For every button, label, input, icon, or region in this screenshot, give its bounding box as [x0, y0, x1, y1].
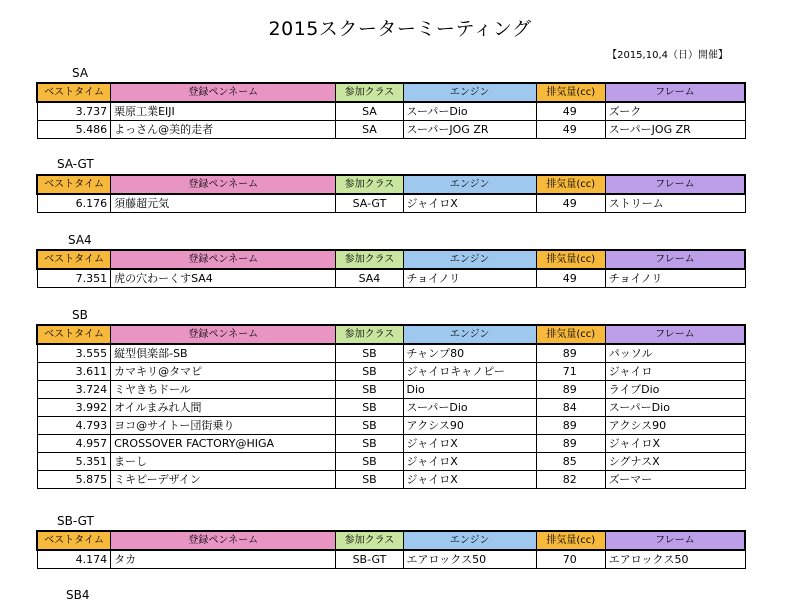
table-row: [37, 269, 745, 288]
table-row: [37, 435, 745, 453]
table-row: [37, 471, 745, 489]
table-header-row: [37, 83, 745, 102]
table-row: [37, 194, 745, 213]
cell-class: SA-GT: [336, 194, 403, 213]
header-engine: エンジン: [403, 83, 536, 102]
cell-class: SB: [336, 453, 403, 471]
header-cc: 排気量(cc): [536, 175, 605, 194]
results-table: [36, 174, 746, 213]
cell-cc: 49: [536, 121, 605, 139]
cell-engine: Dio: [403, 381, 536, 399]
cell-time: 5.351: [37, 453, 111, 471]
header-engine: エンジン: [403, 531, 536, 550]
cell-name: ミキピーデザイン: [111, 471, 336, 489]
cell-class: SB: [336, 435, 403, 453]
header-engine: エンジン: [403, 250, 536, 269]
cell-name: ヨコ@サイトー団街乗り: [111, 417, 336, 435]
header-frame: フレーム: [605, 531, 745, 550]
header-name: 登録ペンネーム: [111, 250, 336, 269]
cell-engine: チョイノリ: [403, 269, 536, 288]
cell-cc: 89: [536, 435, 605, 453]
cell-time: 5.486: [37, 121, 111, 139]
cell-frame: エアロックス50: [605, 550, 745, 569]
cell-cc: 89: [536, 417, 605, 435]
header-name: 登録ペンネーム: [111, 83, 336, 102]
table-header-row: [37, 325, 745, 344]
cell-engine: スーパーDio: [403, 399, 536, 417]
cell-engine: ジャイロキャノピー: [403, 363, 536, 381]
cell-engine: アクシス90: [403, 417, 536, 435]
cell-name: カマキリ@タマピ: [111, 363, 336, 381]
header-frame: フレーム: [605, 325, 745, 344]
header-name: 登録ペンネーム: [111, 175, 336, 194]
cell-time: 3.611: [37, 363, 111, 381]
results-table: [36, 82, 746, 139]
table-row: [37, 344, 745, 363]
cell-cc: 89: [536, 344, 605, 363]
header-frame: フレーム: [605, 83, 745, 102]
cell-class: SB-GT: [336, 550, 403, 569]
cell-class: SB: [336, 399, 403, 417]
cell-frame: ストリーム: [605, 194, 745, 213]
section-label: SA: [72, 66, 89, 80]
cell-class: SA: [336, 121, 403, 139]
table-row: [37, 453, 745, 471]
header-time: ベストタイム: [37, 83, 111, 102]
document-title: 2015スクーターミーティング: [268, 18, 532, 40]
cell-cc: 70: [536, 550, 605, 569]
header-class: 参加クラス: [336, 531, 403, 550]
cell-frame: ジャイロX: [605, 435, 745, 453]
header-engine: エンジン: [403, 175, 536, 194]
event-date: 【2015,10,4（日）開催】: [607, 50, 728, 61]
cell-frame: ライブDio: [605, 381, 745, 399]
cell-name: まーし: [111, 453, 336, 471]
cell-engine: ジャイロX: [403, 471, 536, 489]
cell-time: 3.555: [37, 344, 111, 363]
table-row: [37, 102, 745, 121]
cell-engine: エアロックス50: [403, 550, 536, 569]
header-engine: エンジン: [403, 325, 536, 344]
table-row: [37, 381, 745, 399]
cell-time: 5.875: [37, 471, 111, 489]
section-label: SB: [72, 308, 88, 322]
cell-frame: ズーマー: [605, 471, 745, 489]
cell-name: タカ: [111, 550, 336, 569]
cell-engine: スーパーJOG ZR: [403, 121, 536, 139]
cell-class: SB: [336, 363, 403, 381]
header-time: ベストタイム: [37, 531, 111, 550]
cell-cc: 49: [536, 102, 605, 121]
cell-class: SB: [336, 417, 403, 435]
section-label: SB4: [66, 588, 90, 602]
cell-time: 3.724: [37, 381, 111, 399]
cell-engine: スーパーDio: [403, 102, 536, 121]
cell-cc: 82: [536, 471, 605, 489]
header-time: ベストタイム: [37, 175, 111, 194]
cell-cc: 84: [536, 399, 605, 417]
results-table: [36, 324, 746, 489]
cell-engine: チャンプ80: [403, 344, 536, 363]
cell-frame: シグナスX: [605, 453, 745, 471]
header-class: 参加クラス: [336, 83, 403, 102]
cell-time: 6.176: [37, 194, 111, 213]
cell-name: 虎の穴わーくすSA4: [111, 269, 336, 288]
cell-frame: アクシス90: [605, 417, 745, 435]
header-frame: フレーム: [605, 175, 745, 194]
results-table: [36, 530, 746, 569]
cell-name: CROSSOVER FACTORY@HIGA: [111, 435, 336, 453]
cell-class: SA4: [336, 269, 403, 288]
cell-name: 須藤超元気: [111, 194, 336, 213]
header-class: 参加クラス: [336, 250, 403, 269]
cell-engine: ジャイロX: [403, 435, 536, 453]
cell-frame: スーパーJOG ZR: [605, 121, 745, 139]
table-row: [37, 363, 745, 381]
cell-class: SA: [336, 102, 403, 121]
header-cc: 排気量(cc): [536, 250, 605, 269]
cell-frame: スーパーDio: [605, 399, 745, 417]
cell-cc: 49: [536, 269, 605, 288]
cell-cc: 49: [536, 194, 605, 213]
header-class: 参加クラス: [336, 175, 403, 194]
cell-frame: ジャイロ: [605, 363, 745, 381]
table-header-row: [37, 175, 745, 194]
table-header-row: [37, 531, 745, 550]
cell-engine: ジャイロX: [403, 194, 536, 213]
table-row: [37, 417, 745, 435]
cell-time: 3.992: [37, 399, 111, 417]
cell-time: 4.793: [37, 417, 111, 435]
cell-time: 4.174: [37, 550, 111, 569]
table-header-row: [37, 250, 745, 269]
header-cc: 排気量(cc): [536, 325, 605, 344]
section-label: SA-GT: [57, 157, 94, 171]
table-row: [37, 121, 745, 139]
cell-name: オイルまみれ人間: [111, 399, 336, 417]
section-label: SB-GT: [57, 514, 94, 528]
cell-engine: ジャイロX: [403, 453, 536, 471]
cell-frame: ズーク: [605, 102, 745, 121]
header-frame: フレーム: [605, 250, 745, 269]
header-cc: 排気量(cc): [536, 83, 605, 102]
cell-cc: 71: [536, 363, 605, 381]
cell-name: ミヤきちドール: [111, 381, 336, 399]
header-class: 参加クラス: [336, 325, 403, 344]
cell-frame: チョイノリ: [605, 269, 745, 288]
table-row: [37, 550, 745, 569]
header-cc: 排気量(cc): [536, 531, 605, 550]
header-time: ベストタイム: [37, 250, 111, 269]
cell-cc: 89: [536, 381, 605, 399]
section-label: SA4: [68, 233, 92, 247]
results-table: [36, 249, 746, 288]
cell-class: SB: [336, 344, 403, 363]
cell-frame: パッソル: [605, 344, 745, 363]
header-name: 登録ペンネーム: [111, 531, 336, 550]
cell-class: SB: [336, 471, 403, 489]
cell-name: よっさん@美的走者: [111, 121, 336, 139]
cell-name: 縦型倶楽部-SB: [111, 344, 336, 363]
cell-time: 7.351: [37, 269, 111, 288]
cell-time: 3.737: [37, 102, 111, 121]
header-time: ベストタイム: [37, 325, 111, 344]
cell-class: SB: [336, 381, 403, 399]
cell-name: 栗原工業EIJI: [111, 102, 336, 121]
cell-time: 4.957: [37, 435, 111, 453]
cell-cc: 85: [536, 453, 605, 471]
header-name: 登録ペンネーム: [111, 325, 336, 344]
table-row: [37, 399, 745, 417]
